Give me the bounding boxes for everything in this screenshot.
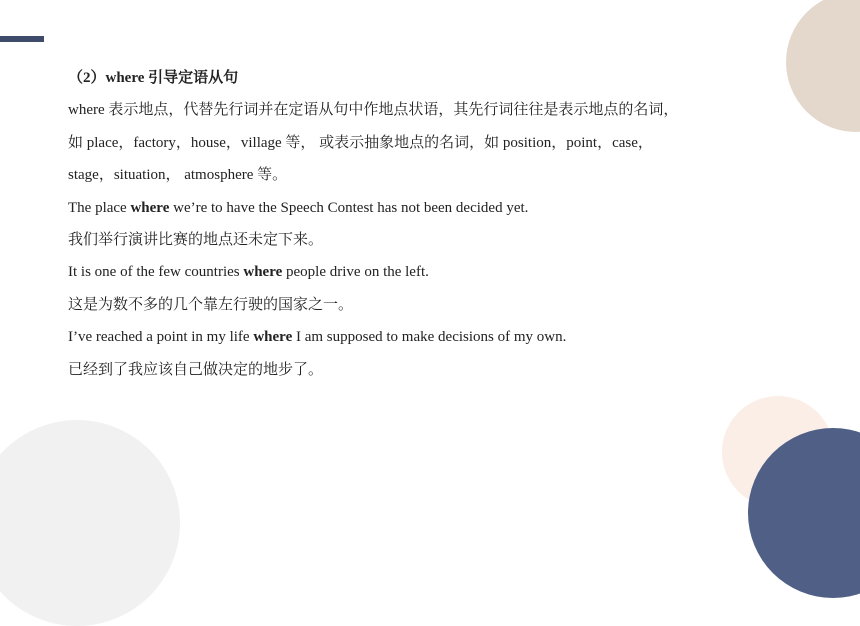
example-3-text-after: I am supposed to make decisions of my own. xyxy=(292,329,567,346)
example-3-keyword: where xyxy=(253,329,293,346)
example-2-english xyxy=(68,256,808,288)
example-1-text-before: The place xyxy=(68,199,131,216)
explanation-line-1: where 表示地点，代替先行词并在定语从句中作地点状语，其先行词往往是表示地点的名词， xyxy=(68,102,679,119)
example-2-text-before: It is one of the few countries xyxy=(68,264,244,281)
example-3-chinese: 已经到了我应该自己做决定的地步了。 xyxy=(68,361,324,378)
example-2-text-after: people drive on the left. xyxy=(282,264,429,281)
example-1-text-after: we’re to have the Speech Contest has not been decided yet. xyxy=(169,199,529,216)
section-heading: （2）where 引导定语从句 xyxy=(68,70,239,86)
example-1-keyword: where xyxy=(130,199,170,216)
example-1-english xyxy=(68,192,808,224)
slide-content xyxy=(68,62,808,386)
explanation-line-3: stage，situation， atmosphere 等。 xyxy=(68,167,288,184)
accent-bar xyxy=(0,36,44,42)
decorative-circle-gray xyxy=(0,420,180,626)
example-3-text-before: I’ve reached a point in my life xyxy=(68,329,254,346)
explanation-line-2: 如 place，factory，house，village 等， 或表示抽象地点的名词，如 position，point，case， xyxy=(68,134,653,151)
example-2-chinese: 这是为数不多的几个靠左行驶的国家之一。 xyxy=(68,296,354,313)
example-3-english xyxy=(68,321,808,353)
example-1-chinese: 我们举行演讲比赛的地点还未定下来。 xyxy=(68,232,324,249)
example-2-keyword: where xyxy=(243,264,283,281)
